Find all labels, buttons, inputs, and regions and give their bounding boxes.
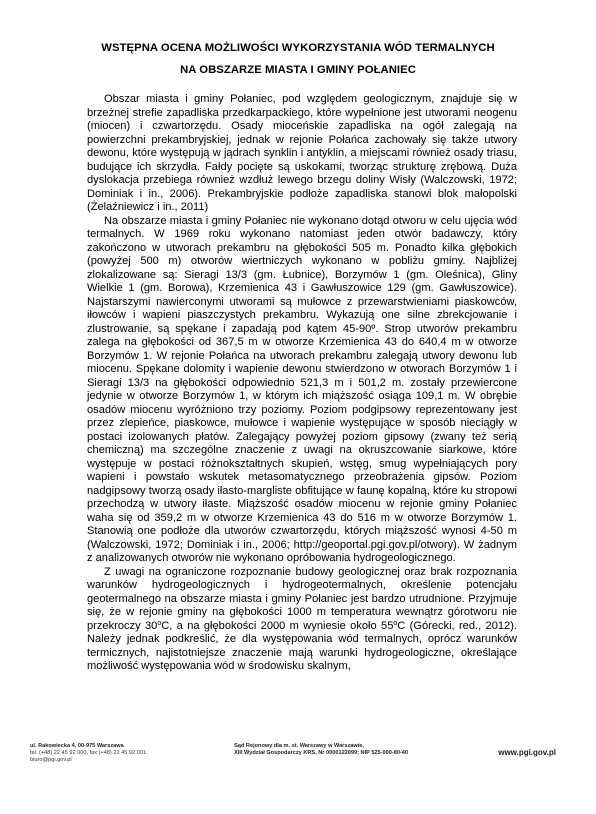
degree-superscript: o (157, 619, 162, 627)
title-line-2: NA OBSZARZE MIASTA I GMINY POŁANIEC (180, 64, 416, 76)
footer-address-block (30, 743, 160, 765)
footer-phone: tel. (+48) 22 45 92 000, fax (+48) 22 45 92 001 (30, 750, 146, 757)
footer-court: Sąd Rejonowy dla m. st. Warszawy w Warszawie, (234, 743, 364, 749)
footer-website-link[interactable]: www.pgi.gov.pl (498, 748, 556, 757)
document-body (87, 93, 517, 674)
title-line-1: WSTĘPNA OCENA MOŻLIWOŚCI WYKORZYSTANIA WÓD TERMALNYCH (101, 42, 495, 54)
degree-superscript: o (393, 619, 398, 627)
document-title (40, 37, 556, 81)
footer-address: ul. Rakowiecka 4, 00-975 Warszawa (30, 743, 124, 749)
footer-registry-block (234, 743, 414, 757)
paragraph-1: Obszar miasta i gminy Połaniec, pod względem geologicznym, znajduje się w brzeżnej strefie zapadliska przedkarpackiego, które wypełnione jest utworami neogenu (miocen) i czwartorzędu. Osady mioceńskie zapadliska na ogół zalegają na powierzchni prekambryjskiej, jednak w rejonie Połańca zachowały się także utwory dewonu, które występują w jądrach synklin i antyklin, a miejscami również osady triasu, budujące ich skrzydła. Fałdy pocięte są uskokami, tworząc strukturę zrębową. Duża dyslokacja przebiega również wzdłuż lewego brzegu doliny Wisły (Walczowski, 1972; Dominiak i in., 2006). Prekambryjskie podłoże zapadliska stanowi blok małopolski (Żelaźniewicz i in., 2011) (87, 93, 517, 213)
paragraph-2: Na obszarze miasta i gminy Połaniec nie wykonano dotąd otworu w celu ujęcia wód termalnych. W 1969 roku wykonano natomiast jeden otwór badawczy, który zakończono w utworach prekambru na głębokości 505 m. Ponadto kilka głębokich (powyżej 500 m) otworów wiertniczych wykonano w pobliżu gminy. Najbliżej zlokalizowane są: Sieragi 13/3 (gm. Łubnice), Borzymów 1 (gm. Oleśnica), Gliny Wielkie 1 (gm. Borowa), Krzemienica 43 i Gawłuszowice 129 (gm. Gawłuszowice). Najstarszymi nawierconymi utworami są mułowce z przewarstwieniami piaskowców, iłowców i wapieni piaszczystych prekambru. Wykazują one silne zbrekcjowanie i zlustrowanie, są spękane i zapadają pod kątem 45-90º. Strop utworów prekambru zalega na głębokości od 367,5 m w otworze Krzemienica 43 do 640,4 m w otworze Borzymów 1. W rejonie Połańca na utworach prekambru zalegają utwory dewonu lub miocenu. Spękane dolomity i wapienie dewonu stwierdzono w otworach Borzymów 1 i Sieragi 13/3 na głębokości odpowiednio 521,3 m i 501,2 m. zostały przewiercone jedynie w otworze Borzymów 1, w którym ich miąższość osiąga 109,1 m. W obrębie osadów miocenu wyróżniono trzy poziomy. Poziom podgipsowy reprezentowany jest przez zlepieńce, piaskowce, mułowce i wapienie występujące w sposób nieciągły w postaci izolowanych płatów. Zalegający powyżej poziom gipsowy (zwany też serią chemiczną) ma szczególne znaczenie z uwagi na okruszcowanie siarkowe, które występuje w postaci różnokształtnych skupień, wstęg, smug wypełniających pory wapieni i powstało wskutek metasomatycznego przeobrażenia gipsów. Poziom nadgipsowy tworzą osady iłasto-margliste obfitujące w faunę kopalną, które ku stropowi przechodzą w utwory iłaste. Miąższość osadów miocenu w rejonie gminy Połaniec waha się od 359,2 m w otworze Krzemienica 43 do 516 m w otworze Borzymów 1. Stanowią one podłoże dla utworów czwartorzędu, których miąższość wynosi 4-50 m (Walczowski, 1972; Dominiak i in., 2006; http://geoportal.pgi.gov.pl/otwory). W żadnym z analizowanych otworów nie wykonano opróbowania hydrogeologicznego. (87, 214, 517, 564)
paragraph-3-text-3: C (Górecki, red., 2012). Należy jednak podkreślić, że dla występowania wód termalnych, oprócz warunków termicznych, najistotniejsze znaczenie mają warunki hydrogeologiczne, określające możliwość występowania wód w środowisku skalnym, (87, 619, 517, 672)
footer-registry: XIII Wydział Gospodarczy KRS, Nr 0000122099; NIP 525-000-80-40 (234, 750, 409, 757)
paragraph-3 (87, 566, 517, 674)
paragraph-3-text-2: C, a na głębokości 2000 m wyniesie około 55 (161, 619, 394, 632)
page-footer (30, 743, 556, 765)
footer-email[interactable]: biuro@pgi.gov.pl (30, 757, 72, 764)
paragraph-3-text-1: Z uwagi na ograniczone rozpoznanie budowy geologicznej oraz brak rozpoznania warunków hydrogeologicznych i hydrogeotermalnych, określenie potencjału geotermalnego na obszarze miasta i gminy Połaniec jest bardzo utrudnione. Przyjmuje się, że w rejonie gminy na głębokości 1000 m temperatura wewnątrz górotworu nie przekroczy 30 (87, 565, 517, 632)
